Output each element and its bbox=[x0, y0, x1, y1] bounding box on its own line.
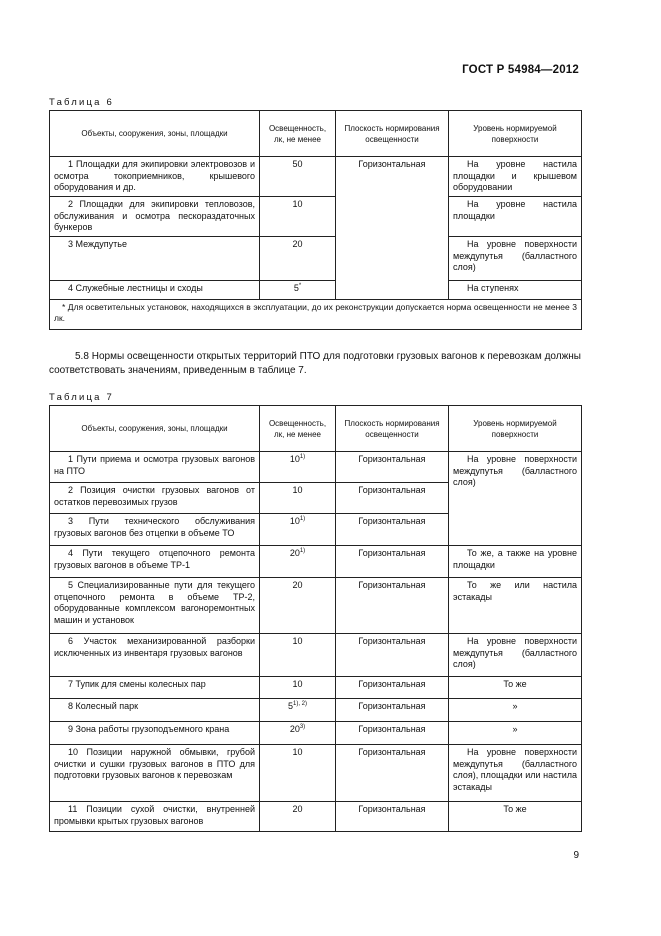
t7-level-merged: На уровне поверхности междупутья (балластного слоя) bbox=[449, 452, 582, 546]
t7-plane: Горизонтальная bbox=[336, 452, 449, 483]
t7-object: 6 Участок механизированной разборки исключенных из инвентаря грузовых вагонов bbox=[50, 634, 260, 677]
table-7 bbox=[49, 405, 582, 832]
t7-lux-footnote-mark: 1) bbox=[299, 548, 306, 554]
t7-lux bbox=[260, 514, 336, 546]
t6-object: 3 Междупутье bbox=[50, 237, 260, 281]
standard-code: ГОСТ Р 54984—2012 bbox=[462, 64, 579, 76]
t6-object: 2 Площадки для экипировки тепловозов, обслуживания и осмотра пескораздаточных бункеров bbox=[50, 197, 260, 237]
table-row bbox=[50, 237, 582, 281]
t7-lux bbox=[260, 722, 336, 745]
t7-lux bbox=[260, 546, 336, 578]
t7-lux-value: 10 bbox=[289, 454, 300, 464]
t7-level: » bbox=[449, 722, 582, 745]
t7-plane: Горизонтальная bbox=[336, 677, 449, 699]
t7-header-level: Уровень нормируемой поверхности bbox=[449, 406, 582, 452]
t7-plane: Горизонтальная bbox=[336, 634, 449, 677]
t7-plane: Горизонтальная bbox=[336, 745, 449, 802]
table-row bbox=[50, 157, 582, 197]
table-row bbox=[50, 677, 582, 699]
t7-lux bbox=[260, 452, 336, 483]
t7-plane: Горизонтальная bbox=[336, 546, 449, 578]
t6-header-level: Уровень нормируемой поверхности bbox=[449, 111, 582, 157]
page-number: 9 bbox=[573, 850, 579, 861]
t7-header-lux: Освещенность, лк, не менее bbox=[260, 406, 336, 452]
table-row bbox=[50, 634, 582, 677]
t7-lux-footnote-mark: 1) bbox=[299, 454, 306, 460]
t7-lux: 10 bbox=[260, 745, 336, 802]
table-row bbox=[50, 452, 582, 483]
table-row bbox=[50, 578, 582, 634]
t7-object: 3 Пути технического обслуживания грузовых вагонов без отцепки в объеме ТО bbox=[50, 514, 260, 546]
t7-lux: 20 bbox=[260, 802, 336, 832]
t7-object: 1 Пути приема и осмотра грузовых вагонов на ПТО bbox=[50, 452, 260, 483]
t6-lux bbox=[260, 281, 336, 300]
t7-object: 9 Зона работы грузоподъемного крана bbox=[50, 722, 260, 745]
t7-object: 4 Пути текущего отцепочного ремонта грузовых вагонов в объеме ТР-1 bbox=[50, 546, 260, 578]
table-6 bbox=[49, 110, 582, 330]
t6-lux: 50 bbox=[260, 157, 336, 197]
table-7-caption: Таблица 7 bbox=[49, 392, 114, 403]
t6-level: На уровне поверхности междупутья (балластного слоя) bbox=[449, 237, 582, 281]
t7-object: 7 Тупик для смены колесных пар bbox=[50, 677, 260, 699]
t6-note: * Для осветительных установок, находящихся в эксплуатации, до их реконструкции допускается норма освещенности не менее 3 лк. bbox=[50, 300, 582, 330]
t7-lux bbox=[260, 699, 336, 722]
table-row bbox=[50, 802, 582, 832]
t6-level: На уровне настила площадки bbox=[449, 197, 582, 237]
t6-lux: 20 bbox=[260, 237, 336, 281]
t6-header-lux: Освещенность, лк, не менее bbox=[260, 111, 336, 157]
t7-lux-value: 20 bbox=[289, 548, 300, 558]
t7-lux: 20 bbox=[260, 578, 336, 634]
t7-lux-value: 20 bbox=[289, 724, 300, 734]
table-row bbox=[50, 699, 582, 722]
t7-level: То же, а также на уровне площадки bbox=[449, 546, 582, 578]
paragraph-5-8: 5.8 Нормы освещенности открытых территорий ПТО для подготовки грузовых вагонов к перевозкам должны соответствовать значениям, приведенным в таблице 7. bbox=[49, 351, 581, 376]
table-row bbox=[50, 546, 582, 578]
t7-lux-value: 10 bbox=[289, 516, 300, 526]
t7-level: На уровне поверхности междупутья (балластного слоя), площадки или настила эстакады bbox=[449, 745, 582, 802]
table-6-caption: Таблица 6 bbox=[49, 97, 114, 108]
t7-plane: Горизонтальная bbox=[336, 722, 449, 745]
t7-lux: 10 bbox=[260, 483, 336, 514]
t7-level: На уровне поверхности междупутья (балластного слоя) bbox=[449, 634, 582, 677]
t6-lux-value: 5 bbox=[293, 283, 299, 293]
t7-lux-footnote-mark: 1), 2) bbox=[293, 701, 308, 707]
t6-plane-merged: Горизонтальная bbox=[336, 157, 449, 300]
t6-lux-footnote-mark: * bbox=[298, 283, 302, 289]
table-row bbox=[50, 281, 582, 300]
t7-lux: 10 bbox=[260, 634, 336, 677]
t7-object: 5 Специализированные пути для текущего отцепочного ремонта в объеме ТР-2, оборудованные комплексом вагоноремонтных машин и установок bbox=[50, 578, 260, 634]
t7-plane: Горизонтальная bbox=[336, 483, 449, 514]
table-row bbox=[50, 745, 582, 802]
t7-header-plane: Плоскость нормирования освещенности bbox=[336, 406, 449, 452]
t6-header-plane: Плоскость нормирования освещенности bbox=[336, 111, 449, 157]
t6-object: 1 Площадки для экипировки электровозов и осмотра токоприемников, крышевого оборудования и др. bbox=[50, 157, 260, 197]
table-row bbox=[50, 722, 582, 745]
t6-lux: 10 bbox=[260, 197, 336, 237]
t6-level: На ступенях bbox=[449, 281, 582, 300]
t7-header-objects: Объекты, сооружения, зоны, площадки bbox=[50, 406, 260, 452]
t7-lux-value: 5 bbox=[287, 701, 293, 711]
t7-plane: Горизонтальная bbox=[336, 578, 449, 634]
t7-level: То же или настила эстакады bbox=[449, 578, 582, 634]
t7-plane: Горизонтальная bbox=[336, 802, 449, 832]
t7-level: То же bbox=[449, 677, 582, 699]
t6-level: На уровне настила площадки и крышевом оборудовании bbox=[449, 157, 582, 197]
t7-level: То же bbox=[449, 802, 582, 832]
t6-object: 4 Служебные лестницы и сходы bbox=[50, 281, 260, 300]
t7-lux: 10 bbox=[260, 677, 336, 699]
t7-object: 11 Позиции сухой очистки, внутренней промывки крытых грузовых вагонов bbox=[50, 802, 260, 832]
t7-plane: Горизонтальная bbox=[336, 514, 449, 546]
t7-object: 2 Позиция очистки грузовых вагонов от остатков перевозимых грузов bbox=[50, 483, 260, 514]
t7-lux-footnote-mark: 1) bbox=[299, 516, 306, 522]
t7-object: 10 Позиции наружной обмывки, грубой очистки и сушки грузовых вагонов в ПТО для подготовки грузовых вагонов к перевозкам bbox=[50, 745, 260, 802]
t7-plane: Горизонтальная bbox=[336, 699, 449, 722]
table-row bbox=[50, 197, 582, 237]
t7-level: » bbox=[449, 699, 582, 722]
t7-lux-footnote-mark: 3) bbox=[299, 724, 306, 730]
t7-object: 8 Колесный парк bbox=[50, 699, 260, 722]
t6-header-objects: Объекты, сооружения, зоны, площадки bbox=[50, 111, 260, 157]
